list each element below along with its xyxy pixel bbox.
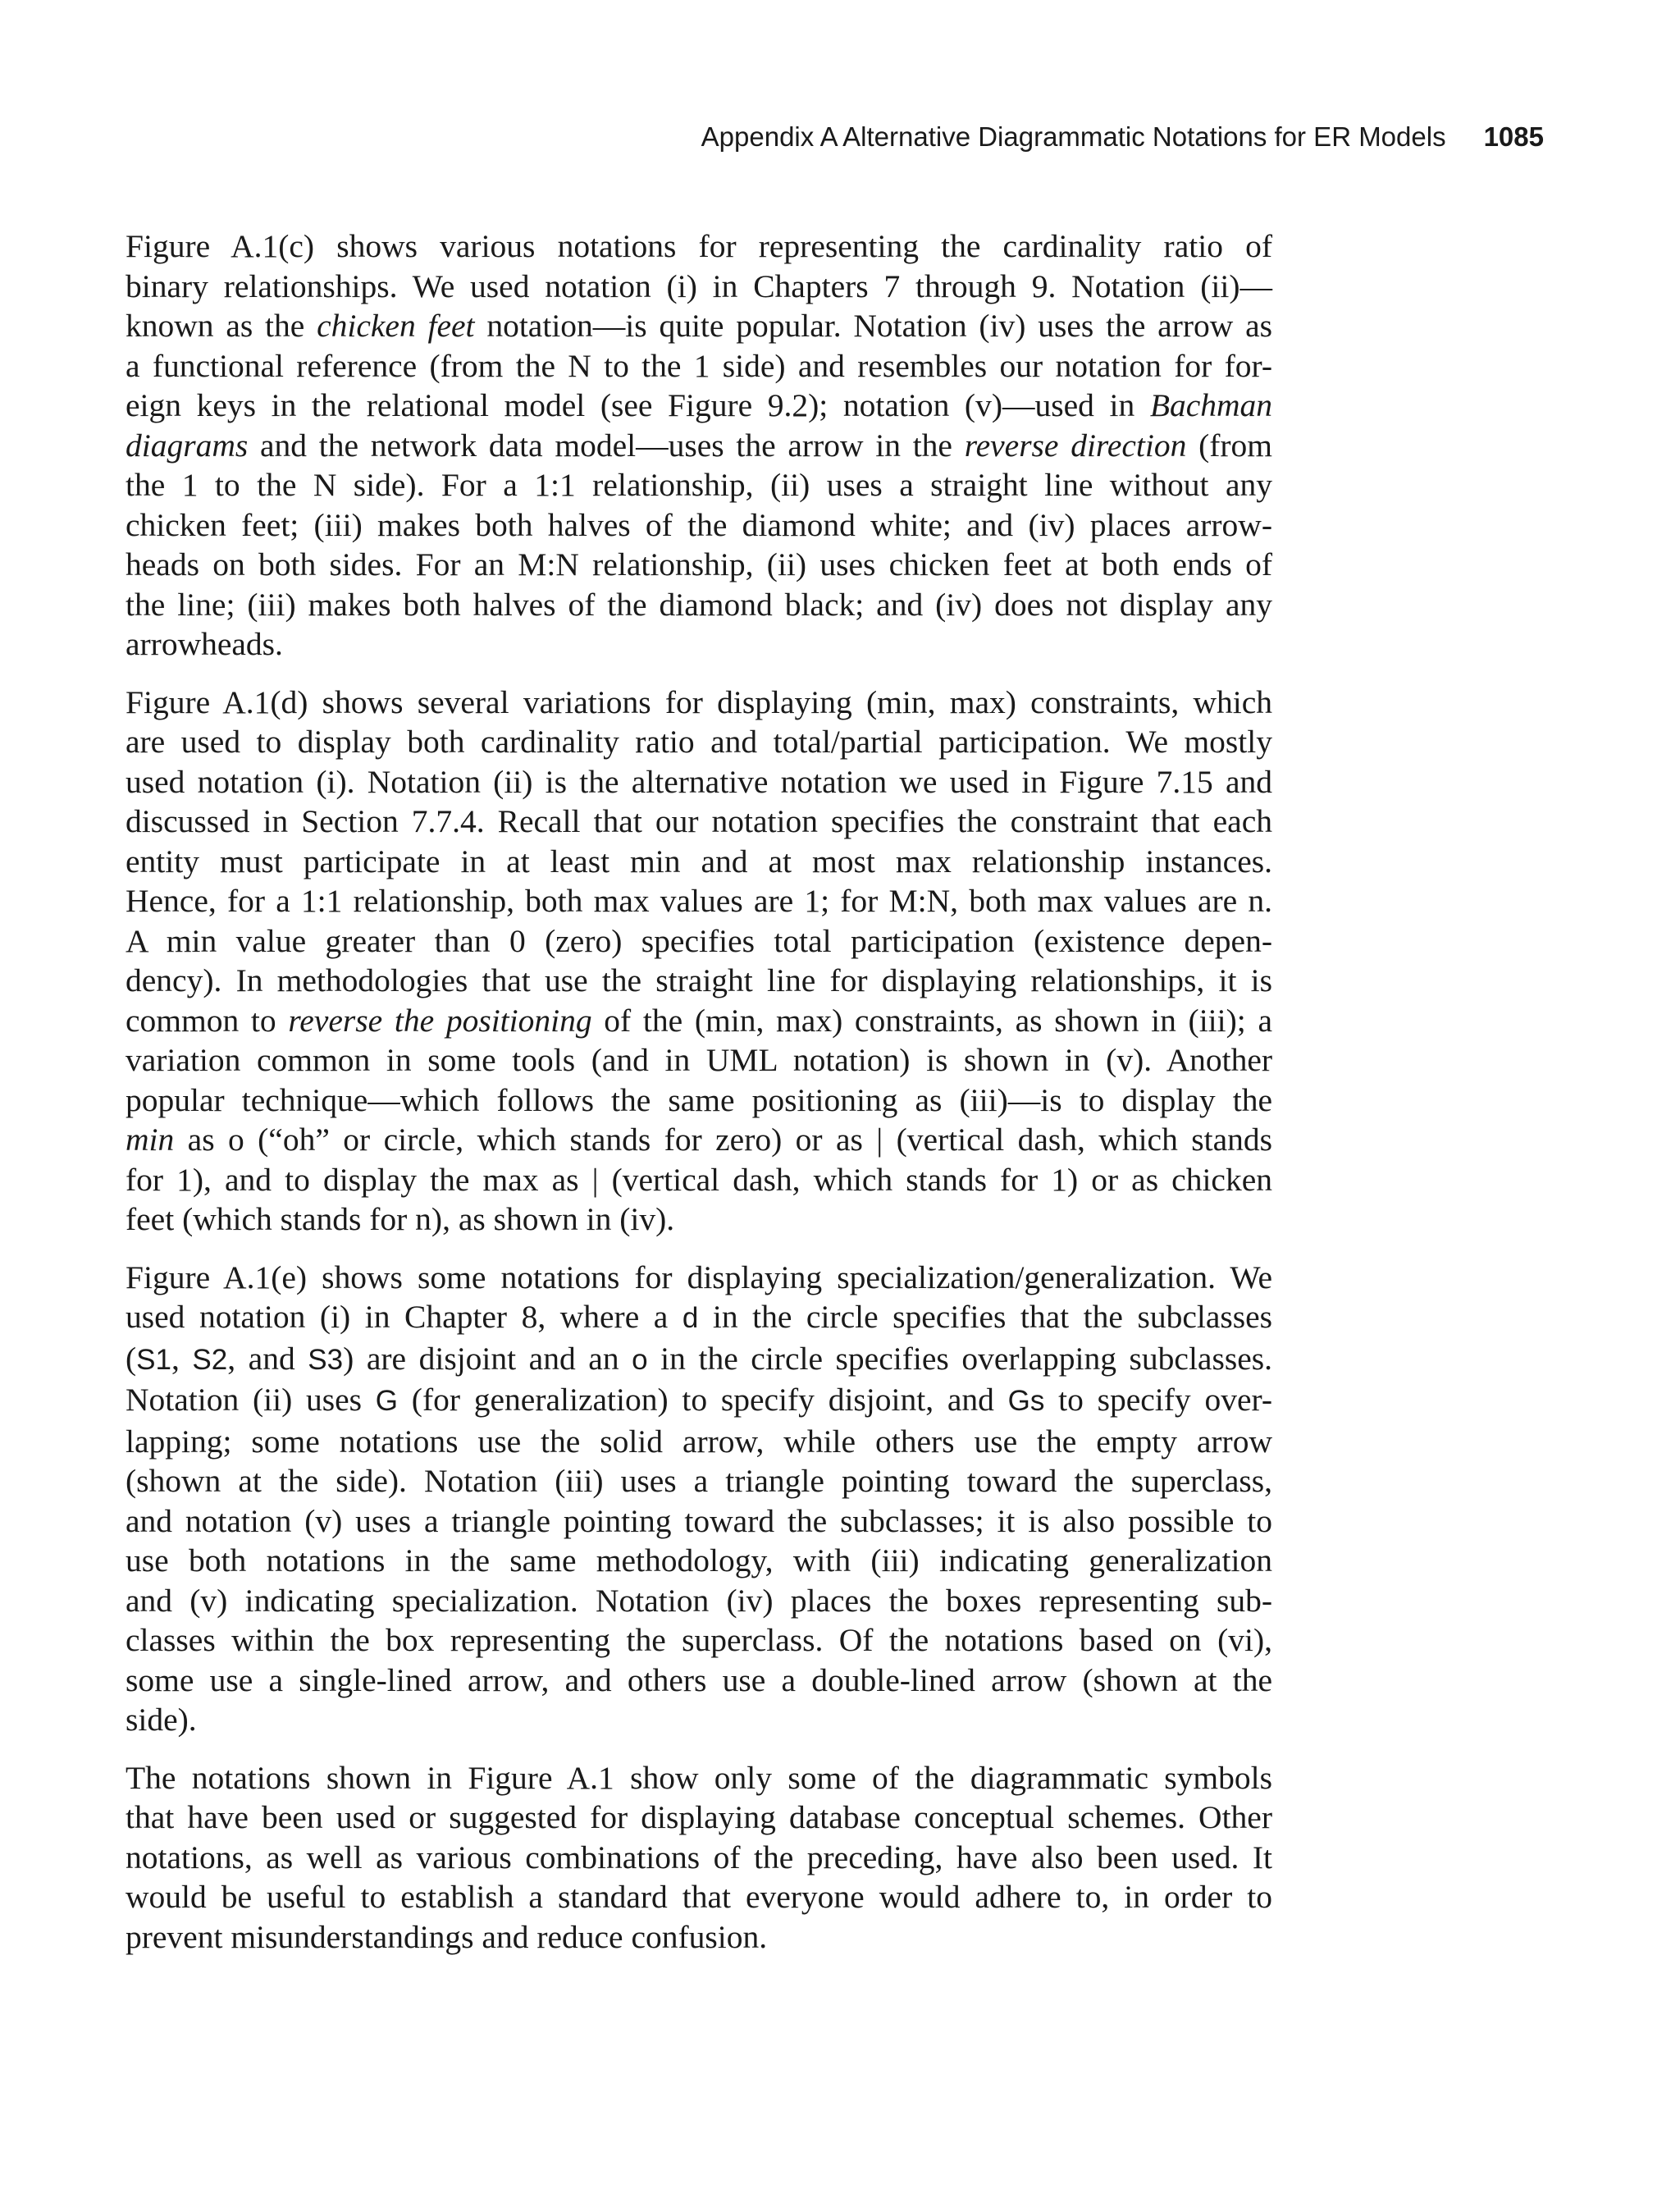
text-run: A min value greater than 0 (zero) specifies total participation (existence depen-: [126, 922, 1272, 959]
text-run: use both notations in the same methodology, with (iii) indicating generalization: [126, 1542, 1272, 1578]
text-run: in the circle specifies overlapping subclasses.: [647, 1340, 1272, 1377]
text-line: [126, 1422, 1272, 1462]
text-line: [126, 1838, 1272, 1878]
text-run: of the (min, max) constraints, as shown in (iii); a: [591, 1002, 1272, 1039]
code-symbol: Gs: [1007, 1385, 1045, 1417]
text-line: [126, 1620, 1272, 1661]
text-line: [126, 1258, 1272, 1298]
text-run: variation common in some tools (and in UML notation) is shown in (v). Another: [126, 1042, 1272, 1078]
italic-term: min: [126, 1122, 175, 1158]
text-run: ,: [171, 1340, 193, 1377]
text-run: the 1 to the N side). For a 1:1 relationship, (ii) uses a straight line without any: [126, 467, 1272, 503]
text-run: discussed in Section 7.7.4. Recall that our notation specifies the constraint that each: [126, 803, 1272, 839]
text-run: (for generalization) to specify disjoint, and: [398, 1382, 1008, 1418]
text-run: Notation (ii) uses: [126, 1382, 376, 1418]
text-run: eign keys in the relational model (see Figure 9.2); notation (v)—used in: [126, 387, 1150, 423]
text-line: [126, 226, 1272, 267]
code-symbol: S2: [192, 1343, 228, 1376]
text-run: common to: [126, 1002, 289, 1039]
text-run: (: [126, 1340, 137, 1377]
text-line: [126, 386, 1272, 426]
text-line: [126, 1461, 1272, 1501]
text-run: and (v) indicating specialization. Notation (iv) places the boxes representing sub-: [126, 1582, 1272, 1619]
text-run: notation—is quite popular. Notation (iv) uses the arrow as: [474, 308, 1272, 344]
text-run: The notations shown in Figure A.1 show only some of the diagrammatic symbols: [126, 1759, 1272, 1796]
text-line: [126, 762, 1272, 802]
text-line: [126, 624, 1272, 665]
paragraph-specialization-notations: [126, 1258, 1272, 1740]
code-symbol: d: [682, 1302, 699, 1334]
text-line: [126, 1199, 1272, 1240]
text-run: entity must participate in at least min and at most max relationship instances.: [126, 843, 1272, 879]
italic-term: Bachman: [1149, 387, 1272, 423]
text-run: popular technique—which follows the same positioning as (iii)—is to display the: [126, 1081, 1272, 1118]
text-run: feet (which stands for n), as shown in (iv).: [126, 1201, 675, 1237]
text-run: that have been used or suggested for displaying database conceptual schemes. Other: [126, 1799, 1272, 1835]
text-line: [126, 683, 1272, 723]
text-run: (from: [1186, 427, 1273, 464]
text-run: a functional reference (from the N to the 1 side) and resembles our notation for for-: [126, 347, 1272, 384]
text-line: [126, 842, 1272, 882]
code-symbol: o: [632, 1343, 648, 1376]
text-run: heads on both sides. For an M:N relationship, (ii) uses chicken feet at both ends of: [126, 546, 1272, 582]
text-line: [126, 465, 1272, 505]
text-run: Figure A.1(d) shows several variations for displaying (min, max) constraints, which: [126, 683, 1272, 720]
italic-term: reverse the positioning: [288, 1002, 592, 1039]
text-run: for 1), and to display the max as | (vertical dash, which stands for 1) or as chicken: [126, 1161, 1272, 1198]
text-line: [126, 1380, 1272, 1422]
text-run: side).: [126, 1702, 197, 1738]
text-line: [126, 1120, 1272, 1160]
text-run: arrowheads.: [126, 626, 283, 662]
code-symbol: G: [375, 1385, 399, 1417]
text-line: [126, 1661, 1272, 1701]
text-run: known as the: [126, 308, 317, 344]
text-line: [126, 1001, 1272, 1041]
text-run: and notation (v) uses a triangle pointing toward the subclasses; it is also possible to: [126, 1502, 1272, 1539]
paragraph-cardinality-notations: [126, 226, 1272, 665]
text-run: classes within the box representing the superclass. Of the notations based on (vi),: [126, 1622, 1272, 1658]
text-run: chicken feet; (iii) makes both halves of the diamond white; and (iv) places arrow-: [126, 506, 1272, 543]
paragraph-summary: [126, 1758, 1272, 1958]
text-run: used notation (i) in Chapter 8, where a: [126, 1299, 682, 1335]
text-run: and the network data model—uses the arrow in the: [248, 427, 965, 464]
code-symbol: S3: [308, 1343, 344, 1376]
text-line: [126, 961, 1272, 1001]
page-number: 1085: [1483, 121, 1544, 152]
text-run: binary relationships. We used notation (i) in Chapters 7 through 9. Notation (ii)—: [126, 267, 1272, 304]
text-line: [126, 1877, 1272, 1917]
text-line: [126, 1080, 1272, 1121]
text-run: , and: [227, 1340, 308, 1377]
text-line: [126, 1917, 1272, 1958]
text-line: [126, 306, 1272, 346]
text-line: [126, 722, 1272, 762]
text-line: [126, 267, 1272, 307]
text-line: [126, 505, 1272, 546]
code-symbol: S1: [136, 1343, 171, 1376]
body-text: [126, 226, 1272, 1975]
text-line: [126, 802, 1272, 842]
text-line: [126, 881, 1272, 921]
text-line: [126, 1700, 1272, 1740]
text-line: [126, 1541, 1272, 1581]
text-run: as o (“oh” or circle, which stands for zero) or as | (vertical dash, which stands: [174, 1122, 1272, 1158]
text-run: to specify over-: [1044, 1382, 1272, 1418]
paragraph-min-max-constraints: [126, 683, 1272, 1240]
text-line: [126, 1501, 1272, 1542]
text-run: Figure A.1(c) shows various notations for representing the cardinality ratio of: [126, 228, 1272, 264]
running-head: [492, 121, 1544, 153]
italic-term: diagrams: [126, 427, 249, 464]
italic-term: chicken feet: [317, 308, 475, 344]
text-run: (shown at the side). Notation (iii) uses a triangle pointing toward the superclass,: [126, 1463, 1272, 1499]
chapter-title: Appendix A Alternative Diagrammatic Notations for ER Models: [701, 121, 1446, 152]
text-line: [126, 1339, 1272, 1381]
text-line: [126, 545, 1272, 585]
italic-term: reverse direction: [964, 427, 1187, 464]
text-line: [126, 921, 1272, 962]
text-run: Hence, for a 1:1 relationship, both max values are 1; for M:N, both max values are n.: [126, 883, 1272, 919]
text-line: [126, 1040, 1272, 1080]
text-run: are used to display both cardinality ratio and total/partial participation. We mostly: [126, 724, 1272, 760]
text-line: [126, 585, 1272, 625]
text-run: dency). In methodologies that use the straight line for displaying relationships, it is: [126, 962, 1272, 998]
text-line: [126, 1758, 1272, 1798]
text-run: some use a single-lined arrow, and others use a double-lined arrow (shown at the: [126, 1661, 1272, 1698]
text-run: used notation (i). Notation (ii) is the alternative notation we used in Figure 7.15 and: [126, 763, 1272, 800]
text-run: prevent misunderstandings and reduce confusion.: [126, 1918, 768, 1955]
text-run: Figure A.1(e) shows some notations for displaying specialization/generalization. We: [126, 1259, 1272, 1295]
text-run: notations, as well as various combinations of the preceding, have also been used. It: [126, 1839, 1272, 1875]
text-line: [126, 1798, 1272, 1838]
text-run: would be useful to establish a standard that everyone would adhere to, in order to: [126, 1879, 1272, 1915]
text-line: [126, 1160, 1272, 1200]
text-run: ) are disjoint and an: [343, 1340, 632, 1377]
text-line: [126, 346, 1272, 386]
text-line: [126, 426, 1272, 466]
text-run: in the circle specifies that the subclasses: [698, 1299, 1272, 1335]
text-run: the line; (iii) makes both halves of the diamond black; and (iv) does not display any: [126, 586, 1272, 623]
text-run: lapping; some notations use the solid arrow, while others use the empty arrow: [126, 1423, 1272, 1460]
text-line: [126, 1581, 1272, 1621]
text-line: [126, 1297, 1272, 1339]
